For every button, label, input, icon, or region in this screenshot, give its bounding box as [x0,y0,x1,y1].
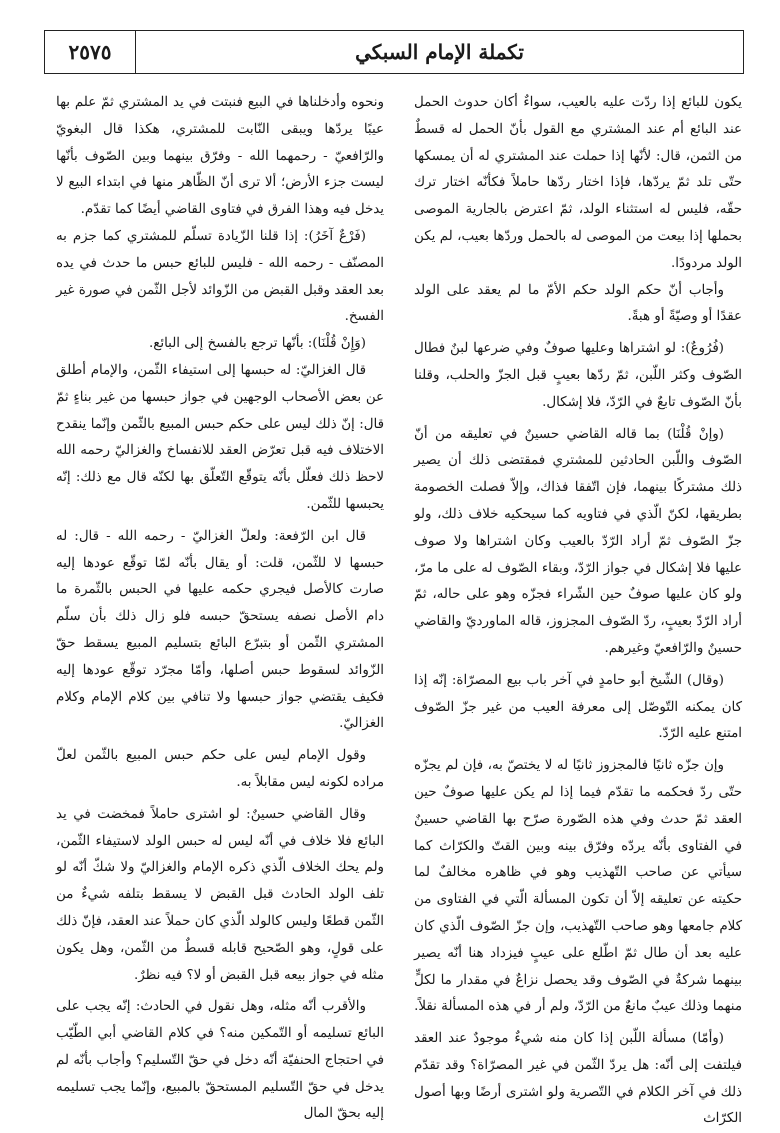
paragraph: (وَإِنْ قُلْنَا): بأنّها ترجع بالفسخ إلى البائع. [148,336,366,352]
page-number: ٢٥٧٥ [45,31,136,73]
book-title: تكملة الإمام السبكي [355,40,524,64]
page-header [44,30,744,74]
paragraph: (وإنْ قُلْنَا) بما قاله القاضي حسينٌ في تعليقه من أنّ الصّوف واللّبن الحادثين للمشتري فمقتضى ذلك أن يصير ذلك مشتركًا بينهما، فإن اتّفقا فذاك، وإلاّ فصلت الخصومة بطريقها، لكنّ الّذي في فتاويه كما سيحكيه خلاف ذلك، ولو جزّ الصّوف ثمّ أراد الرّدّ بالعيب وكان اشتراها ولا صوف عليها فلا إشكال في جواز الرّدّ، وبقاء الصّوف له على ما مرّ، ولو كان عليها صوفٌ حين الشّراء فجزّه وهو على حاله، ثمّ أراد الرّدّ بعيبٍ، ردّ الصّوف المجزوز، قاله الماورديّ والقاضي حسينٌ والرّافعيّ وغيرهم. [414,426,742,656]
paragraph: يكون للبائع إذا ردّت عليه بالعيب، سواءٌ أكان حدوث الحمل عند البائع أم عند المشتري مع القول بأنّ الحمل له قسطٌ من الثمن، قال: لأنّها إذا حملت عند المشتري له أن يمسكها حتّى تلد ثمّ يردّها، فإذا اختار ردّها حاملاً فكأنّه اختار ترك حقّه، فليس له استثناء الولد، ثمّ اعترض بالجارية الموصى بحملها إذا بيعت من الموصى له بالحمل وردّها بعيب، لم يكن الولد مردودًا. [414,95,742,271]
paragraph: وقال القاضي حسينٌ: لو اشترى حاملاً فمخضت في يد البائع فلا خلاف في أنّه ليس له حبس الولد لاستيفاء الثّمن، ولم يحك الخلاف الّذي ذكره الإمام والغزاليّ ولا شكّ أنّه لو تلف الولد الحادث قبل القبض لا يسقط بتلفه شيءٌ من الثّمن قطعًا وليس كالولد الّذي كان حملاً عند العقد، فإنّ ذلك على قولٍ، وهو الصّحيح قابله قسطٌ من الثّمن، وهل يكون مثله في جواز بيعه قبل القبض أو لا؟ فيه نظرٌ. [56,806,384,983]
paragraph: قال الغزاليّ: له حبسها إلى استيفاء الثّمن، والإمام أطلق عن بعض الأصحاب الوجهين في جواز حبسها من غير بناءٍ ثمّ قال: إنّ ذلك ليس على حكم حبس المبيع بالثّمن وإنّما ينقدح الاختلاف فيه قبل تعرّض العقد للانفساخ والغزاليّ رحمه الله لاحظ ذلك فعلّل بأنّه يتوقّع التّعلّق بها لكنّه قال مع ذلك: إنّه يحبسها للثّمن. [56,362,384,512]
paragraph: وأجاب أنّ حكم الولد حكم الأمّ ما لم يعقد على الولد عقدًا أو وصيّةً أو هبةً. [414,282,742,325]
left-text-column [56,90,384,1128]
paragraph: وإن جزّه ثانيًا فالمجزوز ثانيًا له لا يختصّ به، فإن لم يجزّه حتّى ردّ فحكمه ما تقدّم فيما إذا لم يكن عليها صوفٌ حين العقد ثمّ حدث وفي هذه الصّورة صرّح بها القاضي حسينٌ في الفتاوى بأنّه يردّه وفرّق بينه وبين القتّ والكرّاث كما سيأتي عن صاحب التّهذيب وهو في ظاهره مخالفٌ لما حكيته عن تعليقه إلاّ أن تكون المسألة الّتي في الفتاوى من كلام جامعها وهو صاحب التّهذيب، وإن جزّ الصّوف الّذي كان عليه بعد أن طال ثمّ اطّلع على عيبٍ فيزداد هنا أنّه يصير بينهما شركةٌ في الصّوف وقد يحصل نزاعٌ في مقدار ما لكلٍّ منهما وذلك عيبٌ مانعٌ من الرّدّ، ولم أر في هذه المسألة نقلاً. [414,758,742,1015]
paragraph: والأقرب أنّه مثله، وهل نقول في الحادث: إنّه يجب على البائع تسليمه أو التّمكين منه؟ في كلام القاضي أبي الطّيّب في احتجاج الحنفيّة أنّه دخل في حقّ التّسليم؟ وأجاب بأنّه لم يدخل في حقّ التّسليم المستحقّ بالمبيع، وإنّما يجب تسليمه إليه بحقّ المال [56,999,384,1122]
paragraph: ونحوه وأدخلناها في البيع فنبتت في يد المشتري ثمّ علم بها عيبًا يردّها ويبقى النّابت للمشتري، هكذا قال البغويّ والرّافعيّ - رحمهما الله - وفرّق بينهما وبين الصّوف بأنّها ليست جزء الأرض؛ ألا ترى أنّ الظّاهر منها في ابتداء البيع لا يدخل فيه وهذا الفرق في فتاوى القاضي أيضًا كما تقدّم. [56,95,384,218]
paragraph: وقول الإمام ليس على حكم حبس المبيع بالثّمن لعلّ مراده لكونه ليس مقابلاً به. [56,748,384,790]
paragraph: (فُرُوعٌ): لو اشتراها وعليها صوفٌ وفي ضرعها لبنٌ فطال الصّوف وكثر اللّبن، ثمّ ردّها بعيبٍ قبل الجزّ والحلب، وقلنا بأنّ الصّوف تابعٌ في الرّدّ، فلا إشكال. [414,341,742,410]
paragraph: (وأمّا) مسألة اللّبن إذا كان منه شيءٌ موجودٌ عند العقد فيلتفت إلى أنّه: هل يردّ الثّمن في غير المصرّاة؟ وقد تقدّم ذلك في آخر الكلام في التّصرية ولو اشترى أرضًا وبها أصول الكرّاث [414,1031,742,1127]
paragraph: قال ابن الرّفعة: ولعلّ الغزاليّ - رحمه الله - قال: له حبسها لا للثّمن، قلت: أو يقال بأنّه لمّا توقّع عودها إليه صارت كالأصل فيجري حكمه عليها في الحبس بالثّمرة ما دام الأصل نصفه يستحقّ حبسه فلو زال ذلك بأن سلّم المشتري الثّمن أو بتبرّع البائع بتسليم المبيع يسقط حقّ الزّوائد لسقوط حبس أصلها، وأمّا مجرّد توقّع عودها إليه فكيف يقتضي جواز حبسها ولا تنافي بين كلام الإمام وكلام الغزاليّ. [56,528,384,732]
paragraph: (وقال) الشّيخ أبو حامدٍ في آخر باب بيع المصرّاة: إنّه إذا كان يمكنه التّوصّل إلى معرفة العيب من غير جزّ الصّوف امتنع عليه الرّدّ. [414,672,742,742]
right-text-column [414,90,742,1133]
paragraph: (فَرْعٌ آخَرُ): إذا قلنا الزّيادة تسلّم للمشتري كما جزم به المصنّف - رحمه الله - فليس للبائع حبس ما حدث في يده بعد العقد وقبل القبض من الزّوائد لأجل الثّمن في صورة غير الفسخ. [56,228,384,325]
